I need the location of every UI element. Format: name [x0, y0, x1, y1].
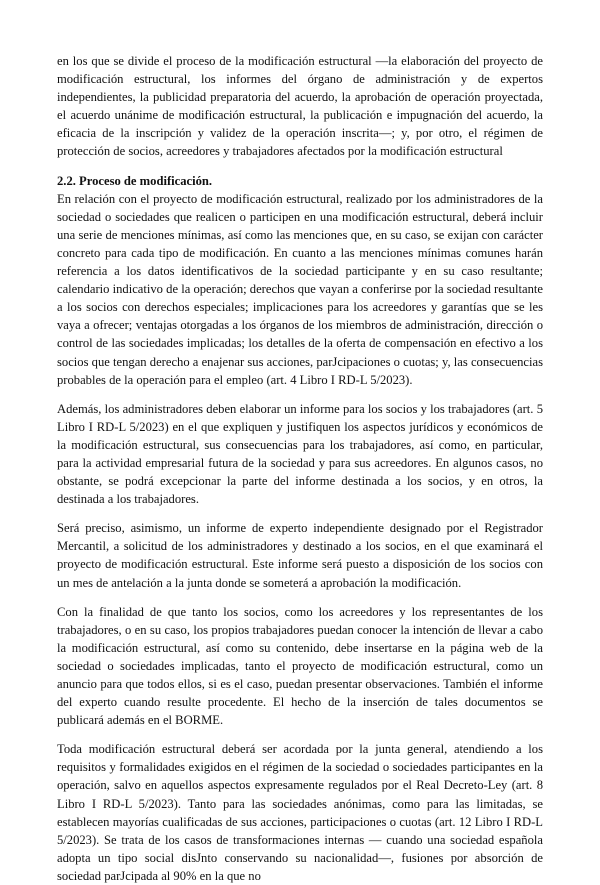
paragraph-expert-report: Será preciso, asimismo, un informe de experto independiente designado por el Registrador Mercantil, a solicitud de los administradores y destinado a los socios, en el que examinará el proyecto de modificación estructural. Este informe será puesto a disposición de los socios con un mes de antelación a la junta donde se someterá a aprobación la modificación.	[57, 521, 543, 590]
paragraph-publicity: Con la finalidad de que tanto los socios, como los acreedores y los representantes de los trabajadores, o en su caso, los propios trabajadores puedan conocer la intención de llevar a cabo la modificación estructural, así como su contenido, debe insertarse en la página web de la sociedad o sociedades implicadas, tanto el proyecto de modificación estructural, como un anuncio para que todos ellos, si es el caso, puedan presentar observaciones. También el informe del experto cuando resulte procedente. El hecho de la inserción de tales documentos se publicará además en el BORME.	[57, 604, 543, 728]
intro-paragraph: en los que se divide el proceso de la modificación estructural —la elaboración del proyecto de modificación estructural, los informes del órgano de administración y de expertos independientes, la publicidad preparatoria del acuerdo, la aprobación de operación proyectada, el acuerdo unánime de modificación estructural, la publicación e impugnación del acuerdo, la eficacia de la inscripción y validez de la operación inscrita—; y, por otro, el régimen de protección de socios, acreedores y trabajadores afectados por la modificación estructural	[57, 54, 543, 159]
paragraph-project: En relación con el proyecto de modificación estructural, realizado por los administradores de la sociedad o sociedades que realicen o participen en una modificación estructural, deberá incluir una serie de menciones mínimas, así como las menciones que, en su caso, se exijan con carácter concreto para cada tipo de modificación. En cuanto a las menciones mínimas comunes harán referencia a los datos identificativos de la sociedad participante y en su caso resultante; calendario indicativo de la operación; derechos que vayan a conferirse por la sociedad resultante a los socios con derechos especiales; implicaciones para los acreedores y garantías que se les vaya a ofrecer; ventajas otorgadas a los órganos de los miembros de administración, dirección o control de las sociedades implicadas; los detalles de la oferta de compensación en efectivo a los socios que tengan derecho a enajenar sus acciones, parJcipaciones o cuotas; y, las consecuencias probables de la operación para el empleo (art. 4 Libro I RD-L 5/2023).	[57, 191, 543, 387]
section-heading: 2.2. Proceso de modificación.	[57, 173, 213, 188]
paragraph-general-meeting: Toda modificación estructural deberá ser acordada por la junta general, atendiendo a los requisitos y formalidades exigidos en el régimen de la sociedad o sociedades participantes en la operación, salvo en aquellos aspectos expresamente regulados por el Real Decreto-Ley (art. 8 Libro I RD-L 5/2023). Tanto para las sociedades anónimas, como para las limitadas, se establecen mayorías cualificadas de sus acciones, participaciones o cuotas (art. 12 Libro I RD-L 5/2023). Se trata de los casos de transformaciones internas — cuando una sociedad española adopta un tipo social disJnto conservando su nacionalidad—, fusiones por absorción de sociedad parJcipada al 90% en la que no	[57, 742, 543, 883]
paragraph-administrators-report: Además, los administradores deben elaborar un informe para los socios y los trabajadores (art. 5 Libro I RD-L 5/2023) en el que expliquen y justifiquen los aspectos jurídicos y económicos de la modificación estructural, sus consecuencias para los trabajadores, así como, en particular, para la actividad empresarial futura de la sociedad y para sus acreedores. En algunos casos, no obstante, se podrá excepcionar la parte del informe destinada a los socios, y en otros, la destinada a los trabajadores.	[57, 401, 543, 507]
document-page	[57, 52, 543, 885]
